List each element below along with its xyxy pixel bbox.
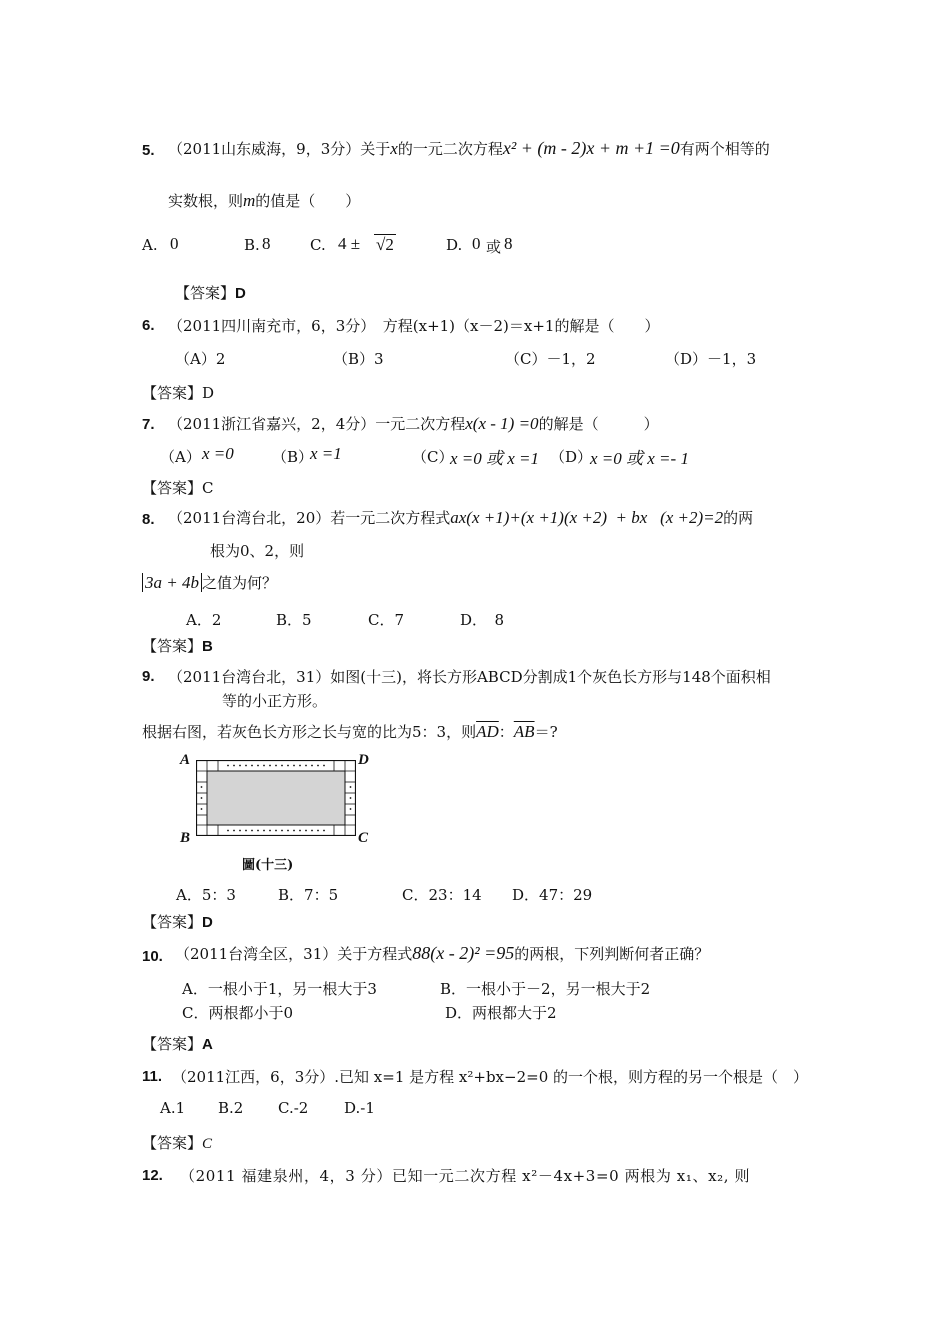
q5-option-d-label: D. xyxy=(446,236,463,254)
q5-answer-prefix: 【答案】 xyxy=(175,284,236,302)
q8-answer-value: B xyxy=(202,638,213,655)
q5-option-b-value: 8 xyxy=(262,234,271,253)
q10-answer xyxy=(142,1033,213,1054)
q12-text: （2011 福建泉州，4，3 分）已知一元二次方程 x²－4x+3=0 两根为 x₁、x₂, 则 xyxy=(180,1167,751,1185)
q5-line2-tail: 的值是（ ） xyxy=(255,192,361,210)
q6-option-c: （C）－1，2 xyxy=(505,350,596,368)
q8-tail: 的两 xyxy=(723,509,754,527)
q8-equation: ax(x +1)+(x +1)(x +2) + bx (x +2)=2 xyxy=(450,508,724,527)
q9-corner-c: C xyxy=(358,830,369,846)
q7-answer xyxy=(142,477,214,498)
q5-line1 xyxy=(168,138,770,159)
q11-text: （2011江西，6，3分）.已知 x=1 是方程 x²+bx−2=0 的一个根，则方程的另一个根是（ ） xyxy=(172,1068,809,1086)
q9-option-c: C．23：14 xyxy=(402,886,482,904)
q11-option-d: D.-1 xyxy=(344,1099,375,1117)
q11-answer-value: C xyxy=(202,1136,213,1152)
q6-answer xyxy=(142,382,214,403)
q7-line1 xyxy=(168,413,659,434)
q9-corner-d: D xyxy=(358,752,369,768)
q11-answer-prefix: 【答案】 xyxy=(142,1134,203,1152)
q8-source: （2011台湾台北，20）若一元二次方程式 xyxy=(168,509,451,527)
q10-option-a: A．一根小于1，另一根大于3 xyxy=(182,980,377,998)
q8-answer xyxy=(142,635,213,656)
q6-answer-value: D xyxy=(202,384,215,402)
q8-option-c: C．7 xyxy=(368,611,405,629)
q8-abs-expression: 3a + 4b xyxy=(142,573,202,592)
q9-figure xyxy=(176,752,386,882)
q9-corner-b: B xyxy=(180,830,191,846)
q11-option-b: B.2 xyxy=(218,1099,244,1117)
q5-tail: 有两个相等的 xyxy=(679,140,770,158)
q9-line3 xyxy=(142,721,558,742)
q8-line1 xyxy=(168,507,753,528)
q5-option-c-label: C. xyxy=(310,236,326,254)
q5-line2 xyxy=(168,190,360,211)
q9-answer-prefix: 【答案】 xyxy=(142,913,203,931)
q5-source: （2011山东威海，9，3分）关于 xyxy=(168,140,391,158)
q9-line1: （2011台湾台北，31）如图(十三)，将长方形ABCD分割成1个灰色长方形与148个面积相 xyxy=(168,668,771,686)
q5-mid: 的一元二次方程 xyxy=(397,140,503,158)
q9-option-a: A．5：3 xyxy=(176,886,236,904)
q8-line3-tail: 之值为何？ xyxy=(201,574,277,592)
q7-source: （2011浙江省嘉兴，2，4分）一元二次方程 xyxy=(168,415,466,433)
q9-colon: ： xyxy=(498,723,514,741)
q7-option-d-value: x =0 或 x =- 1 xyxy=(590,449,689,468)
q10-answer-value: A xyxy=(202,1036,213,1053)
q5-option-a-value: 0 xyxy=(170,234,179,253)
q6-number: 6. xyxy=(142,317,155,334)
q5-option-a-label: A. xyxy=(142,236,158,254)
q5-answer xyxy=(175,282,246,303)
q8-options xyxy=(186,609,546,631)
q7-equation: x(x - 1) =0 xyxy=(465,414,539,433)
q6-options xyxy=(175,348,775,370)
q8-answer-prefix: 【答案】 xyxy=(142,637,203,655)
q6-option-b: （B）3 xyxy=(333,350,384,368)
q10-answer-prefix: 【答案】 xyxy=(142,1035,203,1053)
q5-option-d-value1: 0 xyxy=(472,234,481,253)
q8-option-a: A．2 xyxy=(186,611,222,629)
q5-options xyxy=(142,234,562,260)
q5-line2-text: 实数根，则 xyxy=(168,192,244,210)
q10-tail: 的两根，下列判断何者正确？ xyxy=(514,945,710,963)
q10-source: （2011台湾全区，31）关于方程式 xyxy=(175,945,413,963)
q11-options xyxy=(160,1099,420,1121)
q5-option-c-value: 4 ± xyxy=(338,234,361,253)
q8-option-d: D． 8 xyxy=(460,611,505,629)
q5-var-x: x xyxy=(390,139,398,158)
q9-options xyxy=(176,884,626,906)
q7-tail: 的解是（ ） xyxy=(538,415,659,433)
q9-line3-pre: 根据右图，若灰色长方形之长与宽的比为5：3，则 xyxy=(142,723,477,741)
q8-line3 xyxy=(142,572,277,593)
q9-segment-ab: $\overline{AB}$ xyxy=(513,722,535,741)
q5-option-c-sqrt: √2 xyxy=(376,235,394,254)
q7-options xyxy=(160,444,720,468)
q11-answer xyxy=(142,1132,212,1153)
q10-option-c: C．两根都小于0 xyxy=(182,1004,294,1022)
q7-answer-prefix: 【答案】 xyxy=(142,479,203,497)
q6-text: （2011四川南充市，6，3分） 方程(x+1)（x－2)＝x+1的解是（ ） xyxy=(168,317,660,335)
q9-rectangle-diagram xyxy=(196,760,356,836)
q7-option-c-label: （C） xyxy=(412,448,454,466)
q5-option-b-label: B. xyxy=(244,236,260,254)
q5-option-d-value2: 8 xyxy=(504,234,513,253)
q5-var-m: m xyxy=(243,191,256,210)
q6-answer-prefix: 【答案】 xyxy=(142,384,203,402)
q7-option-b-value: x =1 xyxy=(310,444,342,463)
q10-line1 xyxy=(175,943,709,964)
q9-line3-post: ＝? xyxy=(534,723,558,741)
q11-option-a: A.1 xyxy=(160,1099,186,1117)
q8-number: 8. xyxy=(142,511,155,528)
q7-answer-value: C xyxy=(202,479,214,497)
q7-option-a-value: x =0 xyxy=(202,444,234,463)
q10-equation: 88(x - 2)² =95 xyxy=(412,943,515,963)
q5-option-c-radicand: 2 xyxy=(385,235,394,254)
q9-corner-a: A xyxy=(180,752,191,768)
q9-option-d: D．47：29 xyxy=(512,886,593,904)
q7-option-c-value: x =0 或 x =1 xyxy=(450,449,540,468)
q10-option-b: B．一根小于－2，另一根大于2 xyxy=(440,980,651,998)
q5-equation: x² + (m - 2)x + m +1 =0 xyxy=(502,138,680,158)
q10-number: 10. xyxy=(142,948,163,965)
q7-option-d-label: （D） xyxy=(550,448,593,466)
q10-option-d: D．两根都大于2 xyxy=(445,1004,557,1022)
q7-number: 7. xyxy=(142,416,155,433)
q11-option-c: C.-2 xyxy=(278,1099,309,1117)
q9-line2: 等的小正方形。 xyxy=(222,692,328,710)
q9-answer-value: D xyxy=(202,914,213,931)
q5-option-d-or: 或 xyxy=(486,238,502,256)
q11-number: 11. xyxy=(142,1068,163,1085)
q8-line2: 根为0、2，则 xyxy=(210,542,305,560)
q9-number: 9. xyxy=(142,668,155,685)
q9-option-b: B．7：5 xyxy=(278,886,339,904)
q9-answer xyxy=(142,911,213,932)
q7-option-a-label: （A） xyxy=(160,448,201,466)
q9-segment-ad: $\overline{AD}$ xyxy=(476,722,499,741)
q7-option-b-label: （B） xyxy=(272,448,314,466)
q6-option-a: （A）2 xyxy=(175,350,226,368)
q8-option-b: B．5 xyxy=(276,611,312,629)
q6-option-d: （D）－1，3 xyxy=(665,350,757,368)
q5-answer-value: D xyxy=(235,285,246,302)
q9-figure-caption: 圖(十三) xyxy=(242,858,294,873)
q12-number: 12. xyxy=(142,1167,163,1184)
q5-number: 5. xyxy=(142,142,155,159)
